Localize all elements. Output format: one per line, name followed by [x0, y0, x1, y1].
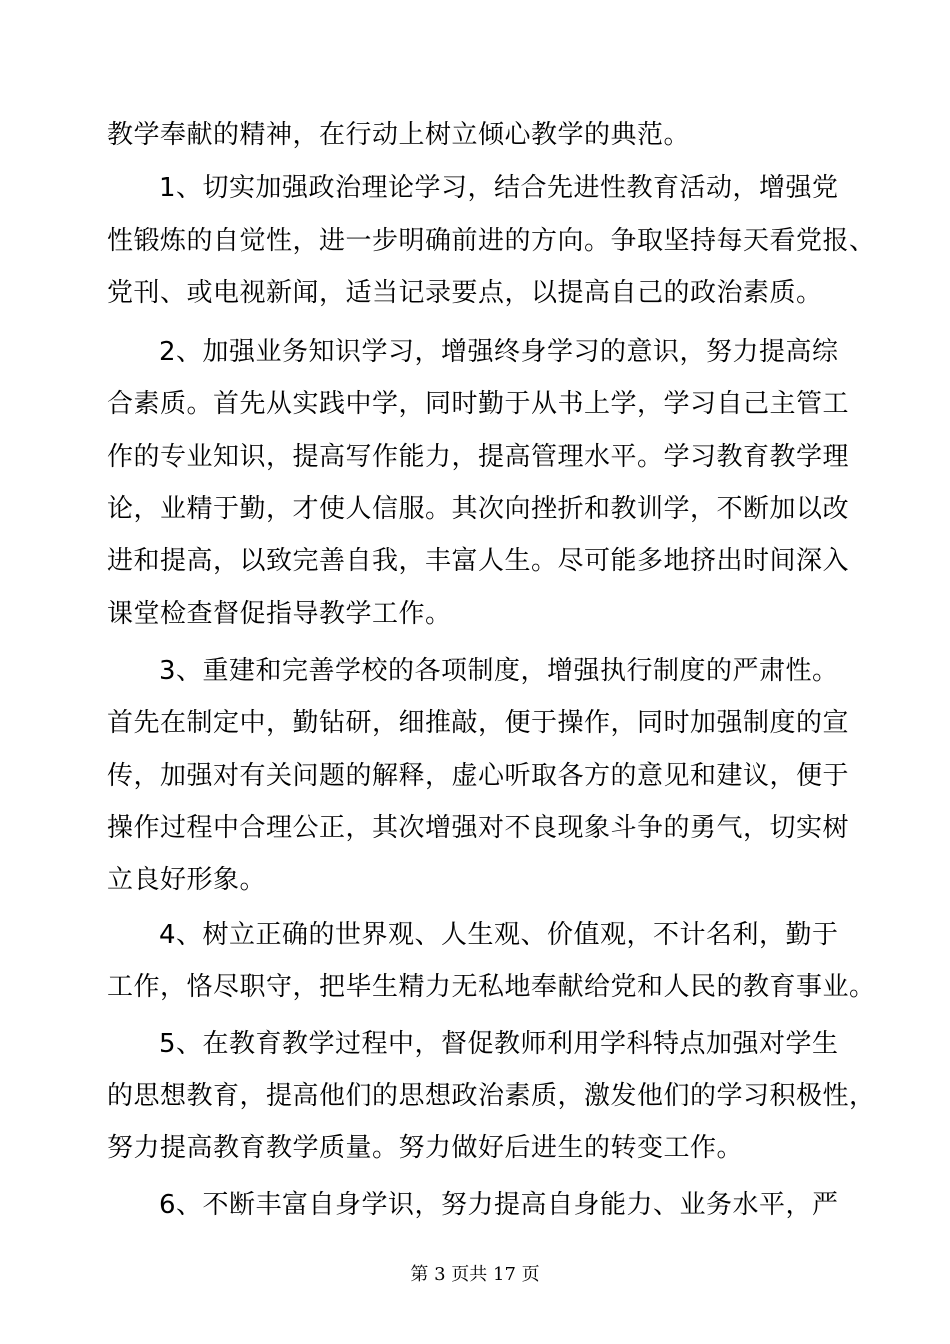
text-line: 工作，恪尽职守，把毕生精力无私地奉献给党和人民的教育事业。: [107, 972, 876, 1002]
text-line: 1、切实加强政治理论学习，结合先进性教育活动，增强党: [159, 173, 839, 203]
text-line: 立良好形象。: [107, 865, 267, 895]
text-line: 6、不断丰富自身学识，努力提高自身能力、业务水平，严: [159, 1190, 839, 1220]
text-line: 课堂检查督促指导教学工作。: [107, 599, 452, 629]
text-line: 进和提高，以致完善自我，丰富人生。尽可能多地挤出时间深入: [107, 546, 850, 576]
page-number-footer: 第 3 页共 17 页: [410, 1264, 540, 1285]
text-line: 作的专业知识，提高写作能力，提高管理水平。学习教育教学理: [107, 442, 850, 472]
text-line: 首先在制定中，勤钻研，细推敲，便于操作，同时加强制度的宣: [107, 708, 850, 738]
text-line: 的思想教育，提高他们的思想政治素质，激发他们的学习积极性，: [107, 1081, 876, 1111]
text-line: 3、重建和完善学校的各项制度，增强执行制度的严肃性。: [159, 656, 839, 686]
text-line: 2、加强业务知识学习，增强终身学习的意识，努力提高综: [159, 337, 839, 367]
text-line: 传，加强对有关问题的解释，虚心听取各方的意见和建议，便于: [107, 761, 850, 791]
text-line: 努力提高教育教学质量。努力做好后进生的转变工作。: [107, 1133, 744, 1163]
text-line: 教学奉献的精神，在行动上树立倾心教学的典范。: [107, 120, 691, 150]
text-line: 党刊、或电视新闻，适当记录要点，以提高自己的政治素质。: [107, 278, 823, 308]
text-line: 论，业精于勤，才使人信服。其次向挫折和教训学，不断加以改: [107, 494, 850, 524]
text-line: 合素质。首先从实践中学，同时勤于从书上学，学习自己主管工: [107, 389, 850, 419]
text-line: 4、树立正确的世界观、人生观、价值观，不计名利，勤于: [159, 920, 839, 950]
text-line: 操作过程中合理公正，其次增强对不良现象斗争的勇气，切实树: [107, 813, 850, 843]
text-line: 5、在教育教学过程中，督促教师利用学科特点加强对学生: [159, 1029, 839, 1059]
text-line: 性锻炼的自觉性，进一步明确前进的方向。争取坚持每天看党报、: [107, 226, 876, 256]
